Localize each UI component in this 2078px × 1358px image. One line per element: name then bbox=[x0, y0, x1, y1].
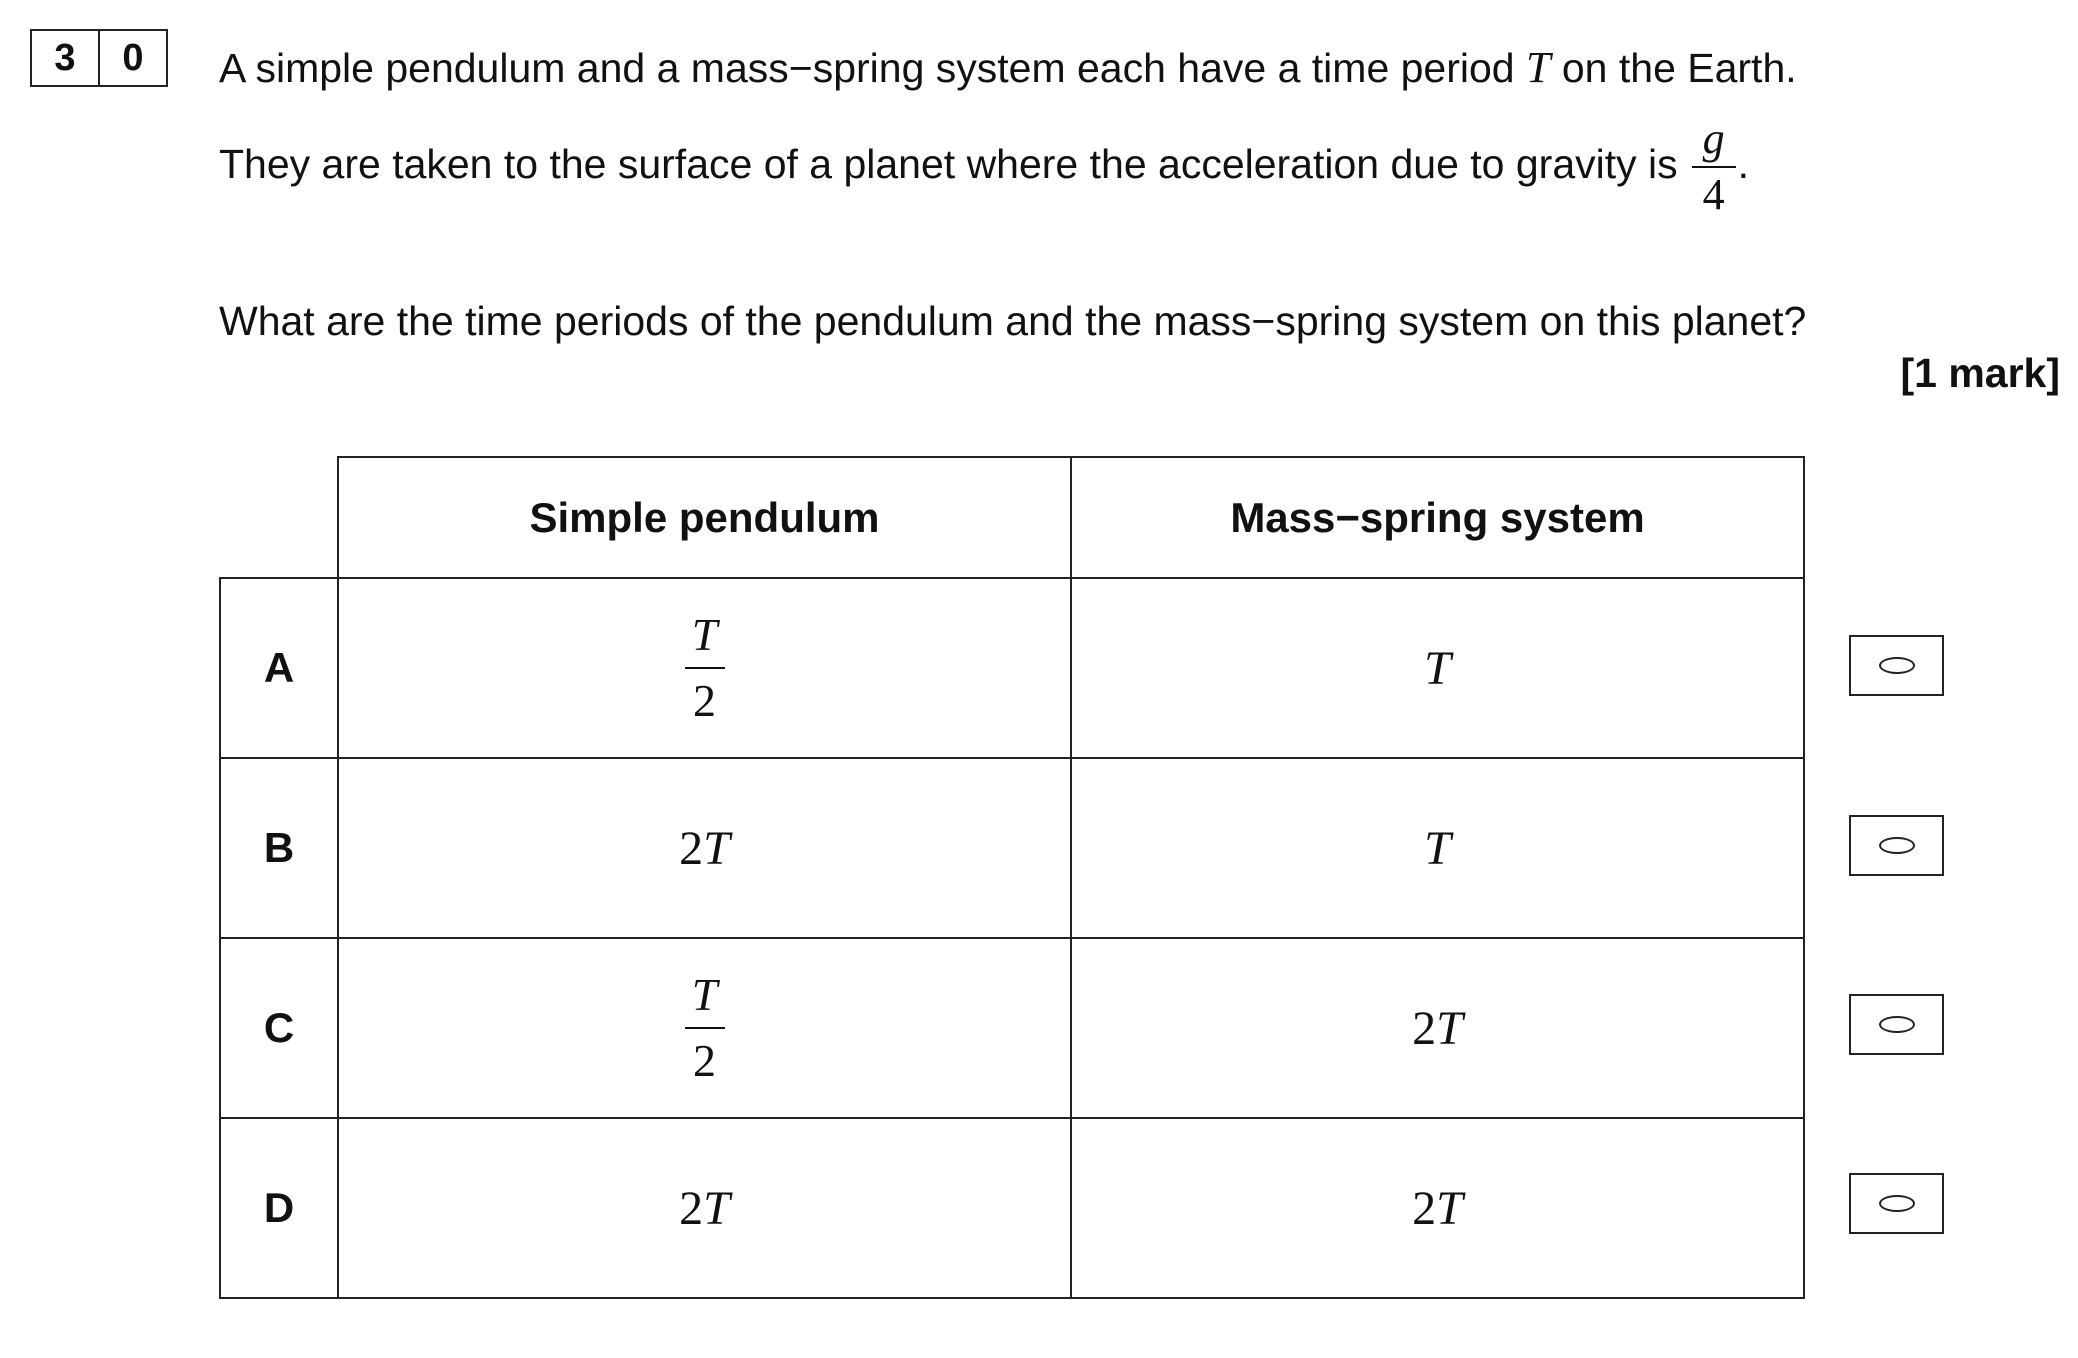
spring-cell bbox=[1071, 578, 1804, 758]
option-letter: B bbox=[220, 758, 338, 938]
period-symbol: T bbox=[1526, 43, 1551, 92]
header-blank-cell bbox=[220, 457, 338, 578]
question-line-1-suffix: on the Earth. bbox=[1550, 45, 1797, 91]
pendulum-fraction bbox=[685, 608, 725, 726]
pendulum-value: 2T bbox=[679, 821, 730, 875]
gravity-fraction bbox=[1692, 116, 1736, 218]
pendulum-cell bbox=[338, 1118, 1071, 1298]
option-letter: A bbox=[220, 578, 338, 758]
pendulum-cell bbox=[338, 578, 1071, 758]
fraction-numerator: T bbox=[691, 968, 718, 1020]
gravity-fraction-denominator: 4 bbox=[1702, 170, 1725, 220]
option-row-b bbox=[220, 758, 1804, 938]
answer-box-b[interactable] bbox=[1849, 815, 1944, 876]
spring-cell bbox=[1071, 938, 1804, 1118]
option-row-d bbox=[220, 1118, 1804, 1298]
question-number-digit-2: 0 bbox=[122, 36, 144, 79]
gravity-fraction-numerator: g bbox=[1702, 114, 1725, 163]
pendulum-cell bbox=[338, 938, 1071, 1118]
spring-value: 2T bbox=[1412, 1181, 1463, 1235]
spring-cell bbox=[1071, 1118, 1804, 1298]
pendulum-fraction bbox=[685, 968, 725, 1086]
fraction-denominator: 2 bbox=[693, 1035, 716, 1086]
bubble-icon bbox=[1879, 657, 1915, 674]
option-row-a bbox=[220, 578, 1804, 758]
marks-label: [1 mark] bbox=[1900, 350, 2060, 396]
answer-box-d[interactable] bbox=[1849, 1173, 1944, 1234]
option-letter: D bbox=[220, 1118, 338, 1298]
question-line-2-suffix: . bbox=[1737, 141, 1750, 188]
spring-value: T bbox=[1424, 641, 1451, 695]
question-line-1 bbox=[219, 42, 1797, 93]
question-line-2-prefix: They are taken to the surface of a planet where the acceleration due to gravity is bbox=[219, 141, 1678, 188]
question-number-digit-1: 3 bbox=[32, 31, 100, 85]
spring-value: T bbox=[1424, 821, 1451, 875]
bubble-icon bbox=[1879, 1195, 1915, 1212]
fraction-denominator: 2 bbox=[693, 675, 716, 726]
spring-value: 2T bbox=[1412, 1001, 1463, 1055]
pendulum-cell bbox=[338, 758, 1071, 938]
question-number bbox=[30, 29, 168, 87]
bubble-icon bbox=[1879, 837, 1915, 854]
bubble-icon bbox=[1879, 1016, 1915, 1033]
fraction-numerator: T bbox=[691, 608, 718, 660]
pendulum-value: 2T bbox=[679, 1181, 730, 1235]
spring-cell bbox=[1071, 758, 1804, 938]
options-table bbox=[219, 456, 1805, 1299]
answer-box-c[interactable] bbox=[1849, 994, 1944, 1055]
table-header-row bbox=[220, 457, 1804, 578]
option-letter: C bbox=[220, 938, 338, 1118]
question-line-2 bbox=[219, 116, 1749, 218]
option-row-c bbox=[220, 938, 1804, 1118]
question-prompt: What are the time periods of the pendulum and the mass−spring system on this planet? bbox=[219, 298, 1807, 344]
question-line-1-prefix: A simple pendulum and a mass−spring system each have a time period bbox=[219, 45, 1526, 91]
header-mass-spring-system: Mass−spring system bbox=[1071, 457, 1804, 578]
answer-box-a[interactable] bbox=[1849, 635, 1944, 696]
header-simple-pendulum: Simple pendulum bbox=[338, 457, 1071, 578]
